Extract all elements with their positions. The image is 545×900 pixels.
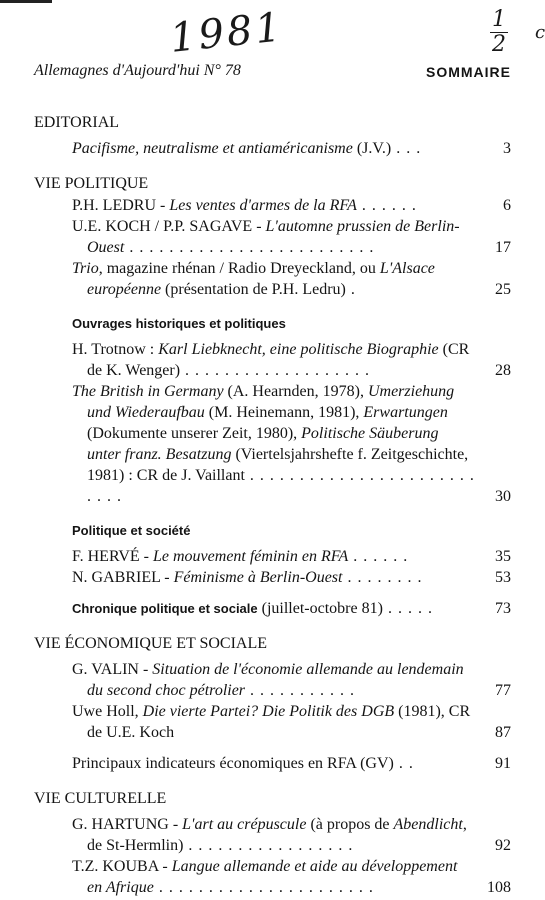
section-editorial: EDITORIAL	[34, 114, 120, 131]
handwritten-year: 1981	[167, 4, 286, 62]
page-number: 6	[503, 197, 511, 214]
page-header	[34, 62, 511, 86]
handwritten-fraction	[490, 7, 508, 57]
toc-entry: U.E. KOCH / P.P. SAGAVE - L'automne prussien de Berlin-Ouest . . . . . . . . . . . . . . . . . . . . . . . . . 17	[72, 218, 511, 256]
fraction-top: 1	[492, 7, 506, 32]
toc-entry-chronique: Chronique politique et sociale (juillet-octobre 81) . . . . . 73	[72, 600, 511, 617]
page-number: 73	[495, 600, 511, 617]
page-number: 28	[495, 362, 511, 379]
journal-issue: Allemagnes d'Aujourd'hui N° 78	[34, 62, 241, 79]
section-culturelle: VIE CULTURELLE	[34, 790, 167, 807]
table-of-contents	[34, 112, 511, 898]
toc-entry: Principaux indicateurs économiques en RFA (GV) . . 91	[72, 755, 511, 772]
toc-entry: N. GABRIEL - Féminisme à Berlin-Ouest . . . . . . . . 53	[72, 569, 511, 586]
toc-entry: G. HARTUNG - L'art au crépuscule (à propos de Abendlicht, de St-Hermlin) . . . . . . . . . . . . . . . . . 92	[72, 816, 511, 854]
section-economique: VIE ÉCONOMIQUE ET SOCIALE	[34, 635, 268, 652]
toc-entry: T.Z. KOUBA - Langue allemande et aide au développement en Afrique . . . . . . . . . . . . . . . . . . . . . . 108	[72, 858, 511, 896]
subheading-societe: Politique et société	[72, 523, 191, 538]
group-editorial	[34, 138, 511, 159]
page-title: SOMMAIRE	[426, 64, 511, 80]
page-number: 87	[495, 724, 511, 741]
page-number: 25	[495, 281, 511, 298]
fraction-bottom: 2	[492, 32, 506, 57]
page-number: 30	[495, 488, 511, 505]
toc-entry: Pacifisme, neutralisme et antiaméricanisme (J.V.) . . . 3	[72, 140, 511, 157]
section-politique: VIE POLITIQUE	[34, 175, 149, 192]
page-number: 77	[495, 682, 511, 699]
toc-entry: P.H. LEDRU - Les ventes d'armes de la RFA . . . . . . 6	[72, 197, 511, 214]
page-number: 92	[495, 837, 511, 854]
toc-entry: Trio, magazine rhénan / Radio Dreyeckland, ou L'Alsace européenne (présentation de P.H. Ledru) . 25	[72, 260, 511, 298]
page-number: 53	[495, 569, 511, 586]
page-number: 108	[487, 879, 511, 896]
subheading-ouvrages: Ouvrages historiques et politiques	[72, 316, 286, 331]
handwritten-mark: c	[535, 22, 545, 43]
page-number: 3	[503, 140, 511, 157]
toc-entry: F. HERVÉ - Le mouvement féminin en RFA . . . . . . 35	[72, 548, 511, 565]
group-culturelle	[34, 814, 511, 898]
corner-mark	[0, 0, 52, 3]
toc-entry: G. VALIN - Situation de l'économie allemande au lendemain du second choc pétrolier . . . . . . . . . . . 77	[72, 661, 511, 699]
group-economique	[34, 659, 511, 774]
page-number: 35	[495, 548, 511, 565]
page-number: 17	[495, 239, 511, 256]
group-politique	[34, 195, 511, 300]
toc-entry: The British in Germany (A. Hearnden, 1978), Umerziehung und Wiederaufbau (M. Heinemann, 1981), Erwartungen (Dokumente unserer Zeit, 1980), Politische Säuberung unter franz. Besatzung (Viertelsjahrshefte f. Zeitgeschichte, 1981) : CR de J. Vaillant . . . . . . . . . . . . . . . . . . . . . . . . . . . 30	[72, 383, 511, 505]
page-number: 91	[495, 755, 511, 772]
toc-entry: H. Trotnow : Karl Liebknecht, eine politische Biographie (CR de K. Wenger) . . . . . . . . . . . . . . . . . . . 28	[72, 341, 511, 379]
toc-entry: Uwe Holl, Die vierte Partei? Die Politik des DGB (1981), CR de U.E. Koch 87	[72, 703, 511, 741]
